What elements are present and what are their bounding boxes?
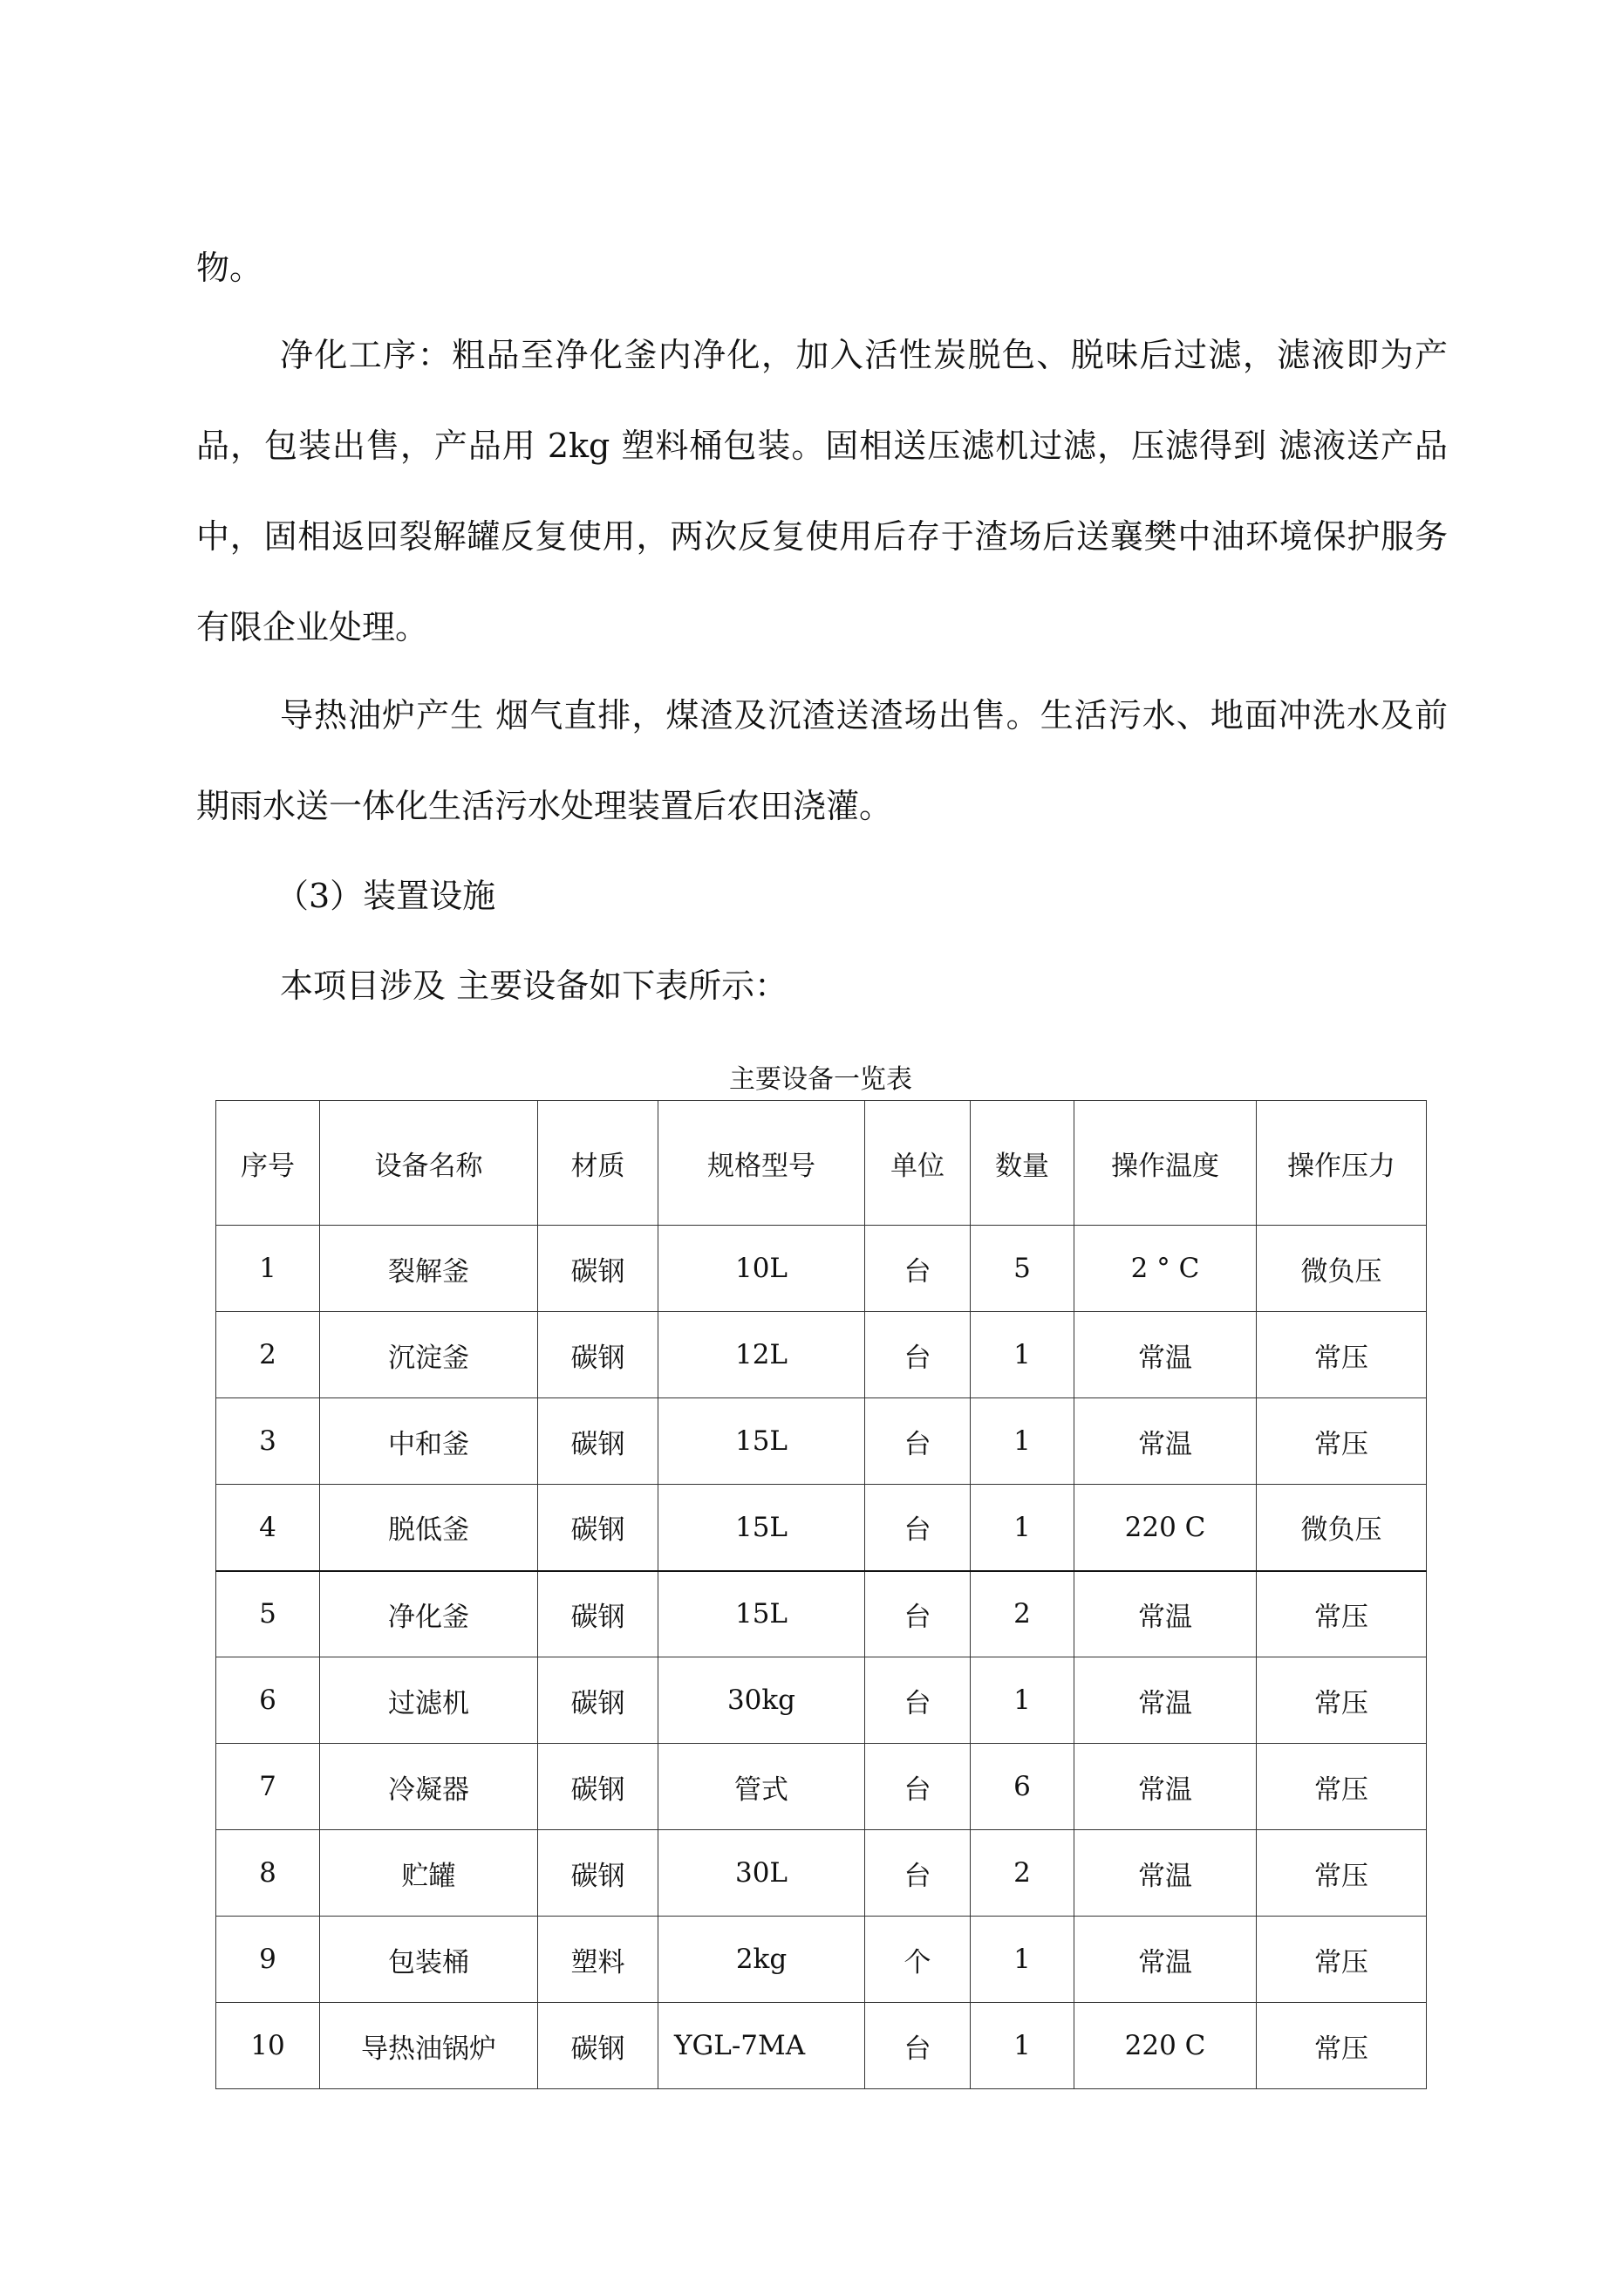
- table-cell: 碳钢: [538, 1571, 658, 1657]
- table-cell: 常压: [1257, 1657, 1427, 1744]
- table-cell: 2 ° C: [1074, 1226, 1257, 1312]
- header-cell: 操作温度: [1074, 1101, 1257, 1226]
- table-cell: 6: [216, 1657, 320, 1744]
- table-cell: 台: [865, 1485, 971, 1571]
- table-caption: 主要设备一览表: [729, 1064, 912, 1095]
- table-row: [216, 1744, 1427, 1830]
- table-row: [216, 1657, 1427, 1744]
- table-cell: 常温: [1074, 1312, 1257, 1398]
- table-row: [216, 1226, 1427, 1312]
- table-cell: 台: [865, 1398, 971, 1485]
- table-cell: 15L: [658, 1398, 865, 1485]
- table-cell: 1: [971, 1398, 1074, 1485]
- table-cell: 脱低釜: [320, 1485, 538, 1571]
- header-cell: 单位: [865, 1101, 971, 1226]
- table-cell: 裂解釜: [320, 1226, 538, 1312]
- table-cell: 导热油锅炉: [320, 2003, 538, 2089]
- table-cell: 常温: [1074, 1830, 1257, 1917]
- table-cell: 220 C: [1074, 1485, 1257, 1571]
- table-row: [216, 1312, 1427, 1398]
- table-cell: 1: [971, 1917, 1074, 2003]
- table-cell: 1: [971, 2003, 1074, 2089]
- table-cell: 10L: [658, 1226, 865, 1312]
- table-cell: 30kg: [658, 1657, 865, 1744]
- table-cell: 台: [865, 1657, 971, 1744]
- table-cell: 1: [971, 1657, 1074, 1744]
- table-cell: 碳钢: [538, 1830, 658, 1917]
- table-cell: 常压: [1257, 1312, 1427, 1398]
- table-cell: 台: [865, 1830, 971, 1917]
- table-cell: 3: [216, 1398, 320, 1485]
- table-cell: 1: [971, 1312, 1074, 1398]
- table-cell: 12L: [658, 1312, 865, 1398]
- table-cell: 1: [216, 1226, 320, 1312]
- table-cell: 碳钢: [538, 1226, 658, 1312]
- table-cell: 220 C: [1074, 2003, 1257, 2089]
- table-cell: 15L: [658, 1485, 865, 1571]
- table-cell: 贮罐: [320, 1830, 538, 1917]
- table-header-row: [216, 1101, 1427, 1226]
- header-cell: 数量: [971, 1101, 1074, 1226]
- table-cell: 常压: [1257, 1398, 1427, 1485]
- table-cell: YGL-7MA: [658, 2003, 865, 2089]
- paragraph-purification: 净化工序：粗品至净化釜内净化，加入活性炭脱色、脱味后过滤，滤液即为产品，包装出售，产品用 2kg 塑料桶包装。固相送压滤机过滤，压滤得到 滤液送产品中，固相返回裂解罐反复使用，两次反复使用后存于渣场后送襄樊中油环境保护服务有限企业处理。: [196, 336, 1448, 646]
- table-cell: 6: [971, 1744, 1074, 1830]
- table-cell: 常温: [1074, 1657, 1257, 1744]
- table-cell: 过滤机: [320, 1657, 538, 1744]
- table-row: [216, 1830, 1427, 1917]
- table-cell: 10: [216, 2003, 320, 2089]
- table-cell: 包装桶: [320, 1917, 538, 2003]
- paragraph-continuation: 物。: [196, 249, 263, 287]
- table-cell: 2kg: [658, 1917, 865, 2003]
- table-cell: 中和釜: [320, 1398, 538, 1485]
- table-cell: 净化釜: [320, 1571, 538, 1657]
- table-cell: 冷凝器: [320, 1744, 538, 1830]
- table-cell: 个: [865, 1917, 971, 2003]
- table-cell: 台: [865, 1312, 971, 1398]
- table-cell: 塑料: [538, 1917, 658, 2003]
- paragraph-boiler: 导热油炉产生 烟气直排，煤渣及沉渣送渣场出售。生活污水、地面冲洗水及前期雨水送一体化生活污水处理装置后农田浇灌。: [196, 696, 1448, 825]
- table-cell: 15L: [658, 1571, 865, 1657]
- table-cell: 5: [971, 1226, 1074, 1312]
- table-row: [216, 1398, 1427, 1485]
- header-cell: 材质: [538, 1101, 658, 1226]
- table-cell: 常压: [1257, 1917, 1427, 2003]
- table-cell: 2: [971, 1571, 1074, 1657]
- header-cell: 规格型号: [658, 1101, 865, 1226]
- table-cell: 碳钢: [538, 2003, 658, 2089]
- paragraph-table-intro: 本项目涉及 主要设备如下表所示：: [280, 967, 788, 1005]
- table-cell: 台: [865, 1226, 971, 1312]
- table-cell: 碳钢: [538, 1312, 658, 1398]
- table-cell: 30L: [658, 1830, 865, 1917]
- table-cell: 台: [865, 2003, 971, 2089]
- table-cell: 常温: [1074, 1744, 1257, 1830]
- table-cell: 微负压: [1257, 1485, 1427, 1571]
- table-cell: 碳钢: [538, 1744, 658, 1830]
- table-cell: 常压: [1257, 2003, 1427, 2089]
- table-row: [216, 1917, 1427, 2003]
- header-cell: 设备名称: [320, 1101, 538, 1226]
- table-cell: 4: [216, 1485, 320, 1571]
- table-cell: 常压: [1257, 1744, 1427, 1830]
- table-cell: 碳钢: [538, 1398, 658, 1485]
- table-cell: 微负压: [1257, 1226, 1427, 1312]
- table-row: [216, 1571, 1427, 1657]
- header-cell: 操作压力: [1257, 1101, 1427, 1226]
- section-heading: （3）装置设施: [276, 877, 496, 915]
- table-cell: 8: [216, 1830, 320, 1917]
- header-cell: 序号: [216, 1101, 320, 1226]
- table-cell: 常压: [1257, 1571, 1427, 1657]
- table-cell: 5: [216, 1571, 320, 1657]
- table-cell: 碳钢: [538, 1657, 658, 1744]
- table-row: [216, 1485, 1427, 1571]
- table-cell: 常压: [1257, 1830, 1427, 1917]
- table-cell: 台: [865, 1744, 971, 1830]
- table-cell: 台: [865, 1571, 971, 1657]
- table-row: [216, 2003, 1427, 2089]
- table-cell: 9: [216, 1917, 320, 2003]
- table-cell: 常温: [1074, 1398, 1257, 1485]
- table-cell: 2: [971, 1830, 1074, 1917]
- table-cell: 碳钢: [538, 1485, 658, 1571]
- table-cell: 2: [216, 1312, 320, 1398]
- table-cell: 管式: [658, 1744, 865, 1830]
- table-cell: 7: [216, 1744, 320, 1830]
- table-cell: 1: [971, 1485, 1074, 1571]
- table-cell: 常温: [1074, 1571, 1257, 1657]
- table-cell: 沉淀釜: [320, 1312, 538, 1398]
- equipment-table: [215, 1100, 1427, 2089]
- table-cell: 常温: [1074, 1917, 1257, 2003]
